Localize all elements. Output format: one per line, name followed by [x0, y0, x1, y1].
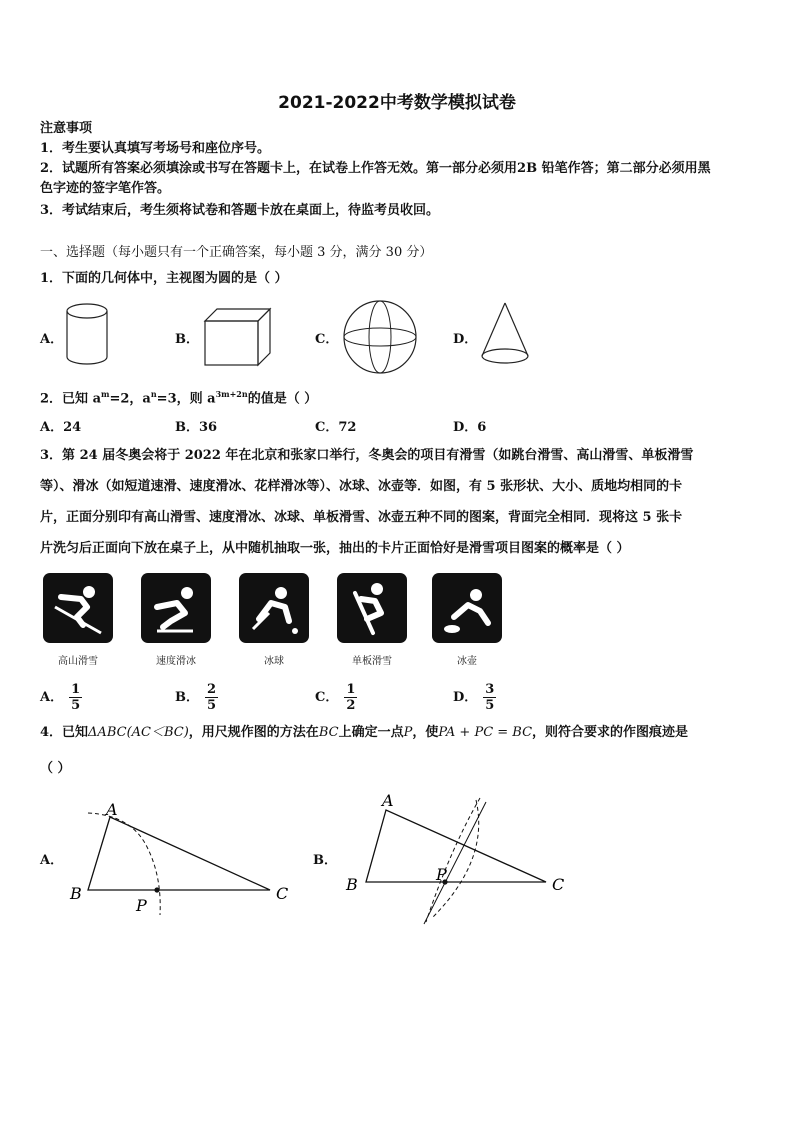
q4-figure-a [60, 795, 300, 920]
q4-option-a: A． [40, 853, 64, 868]
q3-option-b [175, 682, 218, 713]
q4-stem-mid: ，用尺规作图的方法在 [188, 725, 319, 740]
q1-option-a: A． [40, 332, 64, 347]
q4-stem-suffix: ，则符合要求的作图痕迹是 [532, 725, 689, 740]
q2-sup-n: n [150, 389, 157, 399]
label-p: P [136, 896, 147, 915]
question-4-stem [40, 724, 688, 742]
question-3-line-2: 等）、滑冰（如短道速滑、速度滑冰、花样滑冰等）、冰球、冰壶等．如图，有 5 张形状、大小、质地均相同的卡 [40, 479, 683, 494]
q2-sup-m: m [101, 389, 110, 399]
q4-stem-mid3: ，使 [412, 725, 439, 740]
numerator: 3 [485, 682, 495, 697]
q3-option-a-fraction [69, 682, 82, 713]
q3-option-d-letter: D． [453, 690, 478, 705]
q2-option-b: B．36 [175, 420, 218, 435]
q4-bc: BC [318, 725, 339, 740]
q2-sup-exp: 3m+2n [215, 389, 248, 399]
q2-stem-mid1: =2，a [109, 391, 151, 407]
label-b: B [70, 884, 82, 903]
q2-stem-mid2: =3，则 a [156, 391, 216, 407]
q4-triangle: ΔABC(AC＜BC) [88, 725, 189, 740]
q1-option-d: D． [453, 332, 478, 347]
numerator: 2 [207, 682, 217, 697]
bisector-line [424, 802, 486, 924]
cube-icon [200, 304, 275, 370]
q4-p: P [403, 725, 413, 740]
q3-option-b-letter: B． [175, 690, 199, 705]
cylinder-icon [62, 300, 112, 370]
q4-answer-paren: （ ） [40, 761, 71, 776]
denominator: 2 [346, 698, 356, 713]
q4-stem-mid2: 上确定一点 [338, 725, 404, 740]
alpine-skiing-icon [43, 573, 113, 643]
snowboard-icon [337, 573, 407, 643]
ice-hockey-icon [239, 573, 309, 643]
q1-option-b: B． [175, 332, 199, 347]
label-p: P [436, 865, 447, 884]
sphere-icon [340, 298, 420, 376]
q4-equation: PA + PC = BC [438, 725, 533, 740]
arc-trace-2 [432, 800, 479, 918]
denominator: 5 [485, 698, 495, 713]
section-heading: 一、选择题（每小题只有一个正确答案，每小题 3 分，满分 30 分） [40, 245, 433, 260]
q3-option-a [40, 682, 82, 713]
notice-item-1: 1．考生要认真填写考场号和座位序号。 [40, 141, 271, 156]
pictogram-label-4: 单板滑雪 [352, 656, 392, 667]
q4-figure-b [340, 790, 580, 925]
q2-option-c: C．72 [315, 420, 357, 435]
q2-option-d: D．6 [453, 420, 487, 435]
triangle-abc [366, 810, 546, 882]
q2-stem-prefix: 2．已知 a [40, 391, 101, 407]
triangle-abc [88, 817, 270, 890]
q1-option-c: C． [315, 332, 339, 347]
q3-option-a-letter: A． [40, 690, 64, 705]
label-b: B [346, 875, 358, 894]
label-a: A [382, 791, 394, 810]
q3-option-c [315, 682, 357, 713]
question-3-line-4: 片洗匀后正面向下放在桌子上，从中随机抽取一张，抽出的卡片正面恰好是滑雪项目图案的概率是（ ） [40, 541, 630, 556]
curling-icon [432, 573, 502, 643]
denominator: 5 [207, 698, 217, 713]
point-p-dot [154, 887, 159, 892]
notice-heading: 注意事项 [40, 121, 93, 136]
label-a: A [106, 800, 118, 819]
notice-item-2: 2．试题所有答案必须填涂或书写在答题卡上，在试卷上作答无效。第一部分必须用2B 铅笔作答；第二部分必须用黑 [40, 161, 711, 176]
numerator: 1 [346, 682, 356, 697]
q3-option-b-fraction [205, 682, 218, 713]
question-1-stem: 1．下面的几何体中，主视图为圆的是（ ） [40, 271, 288, 286]
question-2-stem [40, 385, 317, 408]
q3-option-d [453, 682, 496, 713]
label-c: C [552, 875, 565, 894]
notice-item-3: 3．考试结束后，考生须将试卷和答题卡放在桌面上，待监考员收回。 [40, 203, 440, 218]
pictogram-label-5: 冰壶 [457, 656, 477, 667]
question-3-line-1: 3．第 24 届冬奥会将于 2022 年在北京和张家口举行，冬奥会的项目有滑雪（如跳台滑雪、高山滑雪、单板滑雪 [40, 448, 694, 463]
denominator: 5 [71, 698, 81, 713]
notice-item-2-cont: 色字迹的签字笔作答。 [40, 181, 171, 196]
pictogram-label-1: 高山滑雪 [58, 656, 98, 667]
q3-option-d-fraction [483, 682, 496, 713]
q3-option-c-fraction [344, 682, 357, 713]
numerator: 1 [71, 682, 81, 697]
speed-skating-icon [141, 573, 211, 643]
q4-option-b: B． [313, 853, 337, 868]
q3-option-c-letter: C． [315, 690, 339, 705]
cone-icon [478, 300, 534, 370]
q4-stem-prefix: 4．已知 [40, 725, 89, 740]
question-3-line-3: 片，正面分别印有高山滑雪、速度滑冰、冰球、单板滑雪、冰壶五种不同的图案，背面完全相同．现将这 5 张卡 [40, 510, 683, 525]
q2-option-a: A．24 [40, 420, 82, 435]
pictogram-label-2: 速度滑冰 [156, 656, 196, 667]
pictogram-label-3: 冰球 [264, 656, 284, 667]
arc-trace [88, 813, 160, 915]
page-title: 2021-2022中考数学模拟试卷 [278, 93, 516, 113]
q2-stem-suffix: 的值是（ ） [247, 391, 318, 407]
label-c: C [276, 884, 289, 903]
